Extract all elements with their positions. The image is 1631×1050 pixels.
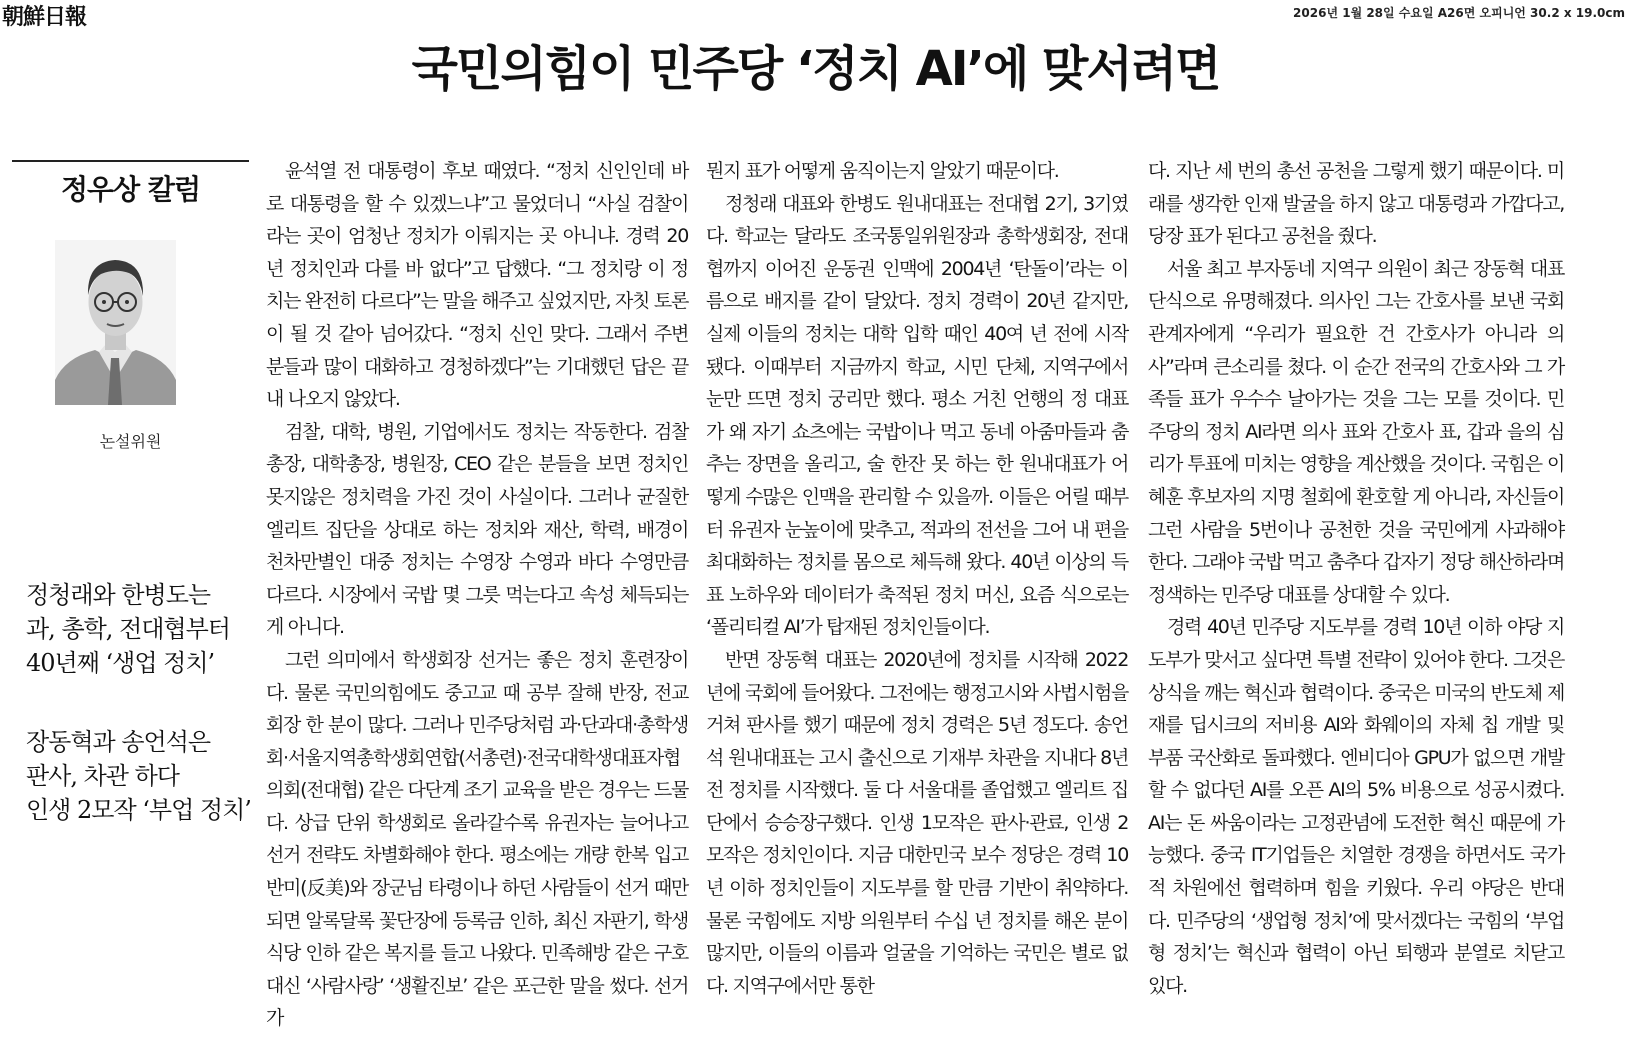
subhead-line: 40년째 ‘생업 정치’: [26, 649, 215, 677]
subhead-1: [26, 578, 256, 680]
article-paragraph: 그런 의미에서 학생회장 선거는 좋은 정치 훈련장이다. 물론 국민의힘에도 중고교 때 공부 잘해 반장, 전교회장 한 분이 많다. 그러나 민주당처럼 과·단과대·총학생회·서울지역총학생회연합(서총련)·전국대학생대표자협의회(전대협) 같은 다단계 조기 교육을 받은 경우는 드물다. 상급 단위 학생회로 올라갈수록 유권자는 늘어나고 선거 전략도 차별화해야 한다. 평소에는 개량 한복 입고 반미(反美)와 장군님 타령이나 하던 사람들이 선거 때만 되면 알록달록 꽃단장에 등록금 인하, 최신 자판기, 학생 식당 인하 같은 복지를 들고 나왔다. 민족해방 같은 구호 대신 ‘사람사랑’ ‘생활진보’ 같은 포근한 말을 썼다. 선거가: [266, 648, 688, 1030]
publication-info: 2026년 1월 28일 수요일 A26면 오피니언 30.2 x 19.0cm: [1293, 6, 1625, 20]
article-paragraph: 검찰, 대학, 병원, 기업에서도 정치는 작동한다. 검찰총장, 대학총장, 병원장, CEO 같은 분들을 보면 정치인 못지않은 정치력을 가진 것이 사실이다. 그러나 균질한 엘리트 집단을 상대로 하는 정치와 재산, 학력, 배경이 천차만별인 대중 정치는 수영장 수영과 바다 수영만큼 다르다. 시장에서 국밥 몇 그릇 먹는다고 속성 체득되는 게 아니다.: [266, 420, 688, 639]
subhead-line: 정청래와 한병도는: [26, 581, 211, 609]
article-column-1: [266, 155, 688, 1035]
author-role: 논설위원: [99, 432, 162, 451]
article-paragraph: 다. 지난 세 번의 총선 공천을 그렇게 했기 때문이다. 미래를 생각한 인재 발굴을 하지 않고 대통령과 가깝다고, 당장 표가 된다고 공천을 줬다.: [1148, 160, 1564, 248]
article-paragraph: 서울 최고 부자동네 지역구 의원이 최근 장동혁 대표 단식으로 유명해졌다. 의사인 그는 간호사를 보낸 국회 관계자에게 “우리가 필요한 건 간호사가 아니라 의사”라며 큰소리를 쳤다. 이 순간 전국의 간호사와 그 가족들 표가 우수수 날아가는 것을 그는 모를 것이다. 민주당의 정치 AI라면 의사 표와 간호사 표, 갑과 을의 심리가 투표에 미치는 영향을 계산했을 것이다. 국힘은 이혜훈 후보자의 지명 철회에 환호할 게 아니라, 자신들이 그런 사람을 5번이나 공천한 것을 국민에게 사과해야 한다. 그래야 국밥 먹고 춤추다 갑자기 정당 해산하라며 정색하는 민주당 대표를 상대할 수 있다.: [1148, 257, 1564, 606]
article-column-3: [1148, 155, 1564, 1002]
sidebar-divider: [12, 160, 249, 162]
article-column-2: [706, 155, 1128, 1002]
article-paragraph: 정청래 대표와 한병도 원내대표는 전대협 2기, 3기였다. 학교는 달라도 조국통일위원장과 총학생회장, 전대협까지 이어진 운동권 인맥에 2004년 ‘탄돌이’라는 이름으로 배지를 같이 달았다. 정치 경력이 20년 같지만, 실제 이들의 정치는 대학 입학 때인 40여 년 전에 시작됐다. 이때부터 지금까지 학교, 시민 단체, 지역구에서 눈만 뜨면 정치 궁리만 했다. 평소 거친 언행의 정 대표가 왜 자기 쇼츠에는 국밥이나 먹고 동네 아줌마들과 춤추는 장면을 올리고, 술 한잔 못 하는 한 원내대표가 어떻게 수많은 인맥을 관리할 수 있을까. 이들은 어릴 때부터 유권자 눈높이에 맞추고, 적과의 전선을 그어 내 편을 최대화하는 정치를 몸으로 체득해 왔다. 40년 이상의 득표 노하우와 데이터가 축적된 정치 머신, 요즘 식으로는 ‘폴리티컬 AI’가 탑재된 정치인들이다.: [706, 192, 1128, 639]
article-paragraph: 뭔지 표가 어떻게 움직이는지 알았기 때문이다.: [706, 160, 1059, 182]
headline: 국민의힘이 민주당 ‘정치 AI’에 맞서려면: [411, 41, 1220, 97]
subhead-line: 장동혁과 송언석은: [26, 728, 211, 756]
article-paragraph: 경력 40년 민주당 지도부를 경력 10년 이하 야당 지도부가 맞서고 싶다면 특별 전략이 있어야 한다. 그것은 상식을 깨는 혁신과 협력이다. 중국은 미국의 반도체 제재를 딥시크의 저비용 AI와 화웨이의 자체 칩 개발 및 부품 국산화로 돌파했다. 엔비디아 GPU가 없으면 개발할 수 없다던 AI를 오픈 AI의 5% 비용으로 성공시켰다. AI는 돈 싸움이라는 고정관념에 도전한 혁신 때문에 가능했다. 중국 IT기업들은 치열한 경쟁을 하면서도 국가적 차원에선 협력하며 힘을 키웠다. 우리 야당은 반대다. 민주당의 ‘생업형 정치’에 맞서겠다는 국힘의 ‘부업형 정치’는 혁신과 협력이 아닌 퇴행과 분열로 치닫고 있다.: [1148, 616, 1564, 997]
newspaper-logo: 朝鮮日報: [2, 4, 87, 30]
article-paragraph: 윤석열 전 대통령이 후보 때였다. “정치 신인인데 바로 대통령을 할 수 있겠느냐”고 물었더니 “사실 검찰이라는 곳이 엄청난 정치가 이뤄지는 곳 아니냐. 경력 20년 정치인과 다를 바 없다”고 답했다. “그 정치랑 이 정치는 완전히 다르다”는 말을 해주고 싶었지만, 자칫 토론이 될 것 같아 넘어갔다. “정치 신인 맞다. 그래서 주변 분들과 많이 대화하고 경청하겠다”는 기대했던 답은 끝내 나오지 않았다.: [266, 160, 688, 411]
author-photo: [55, 240, 176, 405]
article-paragraph: 반면 장동혁 대표는 2020년에 정치를 시작해 2022년에 국회에 들어왔다. 그전에는 행정고시와 사법시험을 거쳐 판사를 했기 때문에 정치 경력은 5년 정도다. 송언석 원내대표는 고시 출신으로 기재부 차관을 지내다 8년 전 정치를 시작했다. 둘 다 서울대를 졸업했고 엘리트 집단에서 승승장구했다. 인생 1모작은 판사·관료, 인생 2모작은 정치인이다. 지금 대한민국 보수 정당은 경력 10년 이하 정치인들이 지도부를 할 만큼 기반이 취약하다. 물론 국힘에도 지방 의원부터 수십 년 정치를 해온 분이 많지만, 이들의 이름과 얼굴을 기억하는 국민은 별로 없다. 지역구에서만 통한: [706, 648, 1128, 997]
subhead-line: 판사, 차관 하다: [26, 762, 179, 790]
subhead-2: [26, 725, 256, 827]
subhead-line: 과, 총학, 전대협부터: [26, 615, 230, 643]
column-name: 정우상 칼럼: [61, 173, 200, 206]
subhead-line: 인생 2모작 ‘부업 정치’: [26, 796, 251, 824]
